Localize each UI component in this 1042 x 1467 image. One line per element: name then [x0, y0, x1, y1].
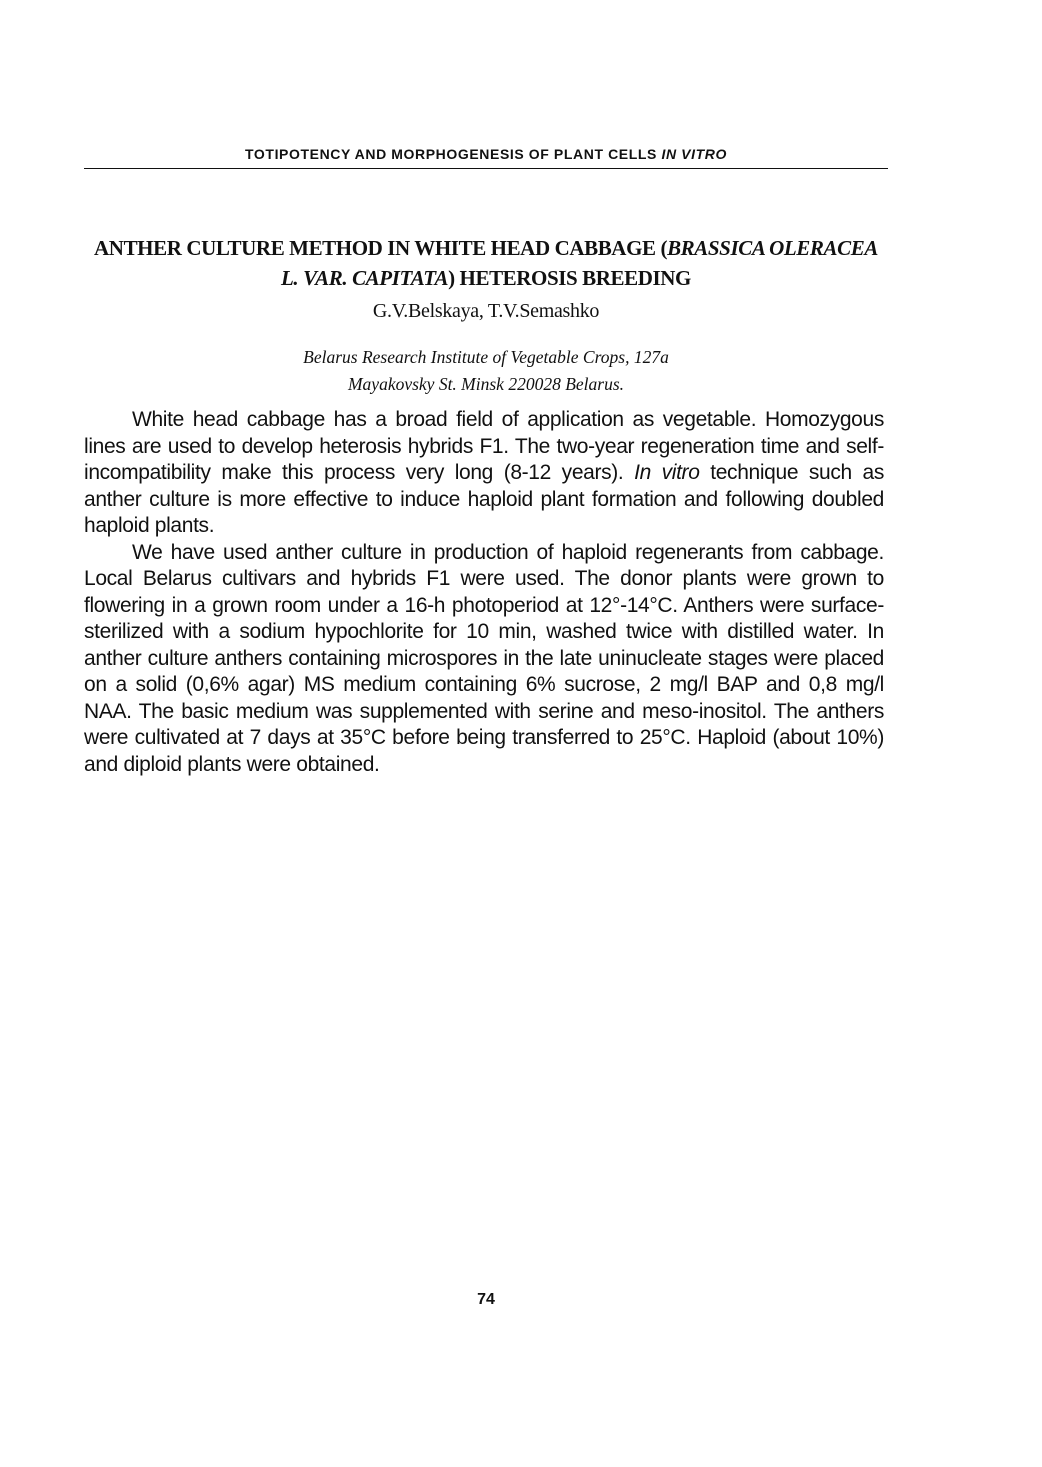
title-species: BRASSICA OLERACEA L. VAR. CAPITATA [280, 236, 878, 290]
paragraph-2: We have used anther culture in production of haploid regenerants from cabbage. Local Belarus cultivars and hybrids F1 were used. The donor plants were grown to flowering in a grown room under a 16-h photoperiod at 12°-14°C. Anthers were surface-sterilized with a sodium hypochlorite for 10 min, washed twice with distilled water. In anther culture anthers containing microspores in the late uninucleate stages were placed on a solid (0,6% agar) MS medium containing 6% sucrose, 2 mg/l BAP and 0,8 mg/l NAA. The basic medium was supplemented with serine and meso-inositol. The anthers were cultivated at 7 days at 35°C before being transferred to 25°C. Haploid (about 10%) and diploid plants were obtained. [84, 540, 884, 776]
header-rule [84, 168, 888, 169]
authors: G.V.Belskaya, T.V.Semashko [372, 300, 600, 322]
title-part1: ANTHER CULTURE METHOD IN WHITE HEAD CABBAGE ( [94, 236, 668, 260]
affiliation [84, 344, 888, 398]
running-header [84, 146, 888, 162]
abstract-body [84, 407, 884, 778]
running-header-text: TOTIPOTENCY AND MORPHOGENESIS OF PLANT CELLS [245, 146, 657, 162]
affiliation-line1: Belarus Research Institute of Vegetable Crops, 127a [303, 347, 669, 367]
paragraph-1-text-b: technique such as anther culture is more effective to induce haploid plant formation and following doubled haploid plants. [84, 461, 884, 537]
paragraph-1 [84, 407, 884, 540]
paragraph-1-text-a: White head cabbage has a broad field of application as vegetable. Homozygous lines are used to develop heterosis hybrids F1. The two-year regeneration time and self-incompatibility make this process very long (8-12 years). [84, 408, 884, 484]
paragraph-1-italic: In vitro [634, 461, 700, 484]
paper-title [84, 233, 888, 293]
title-part2: ) HETEROSIS BREEDING [448, 266, 691, 290]
affiliation-line2: Mayakovsky St. Minsk 220028 Belarus. [347, 374, 625, 394]
running-header-italic: IN VITRO [661, 146, 727, 162]
page-number: 74 [477, 1291, 495, 1308]
